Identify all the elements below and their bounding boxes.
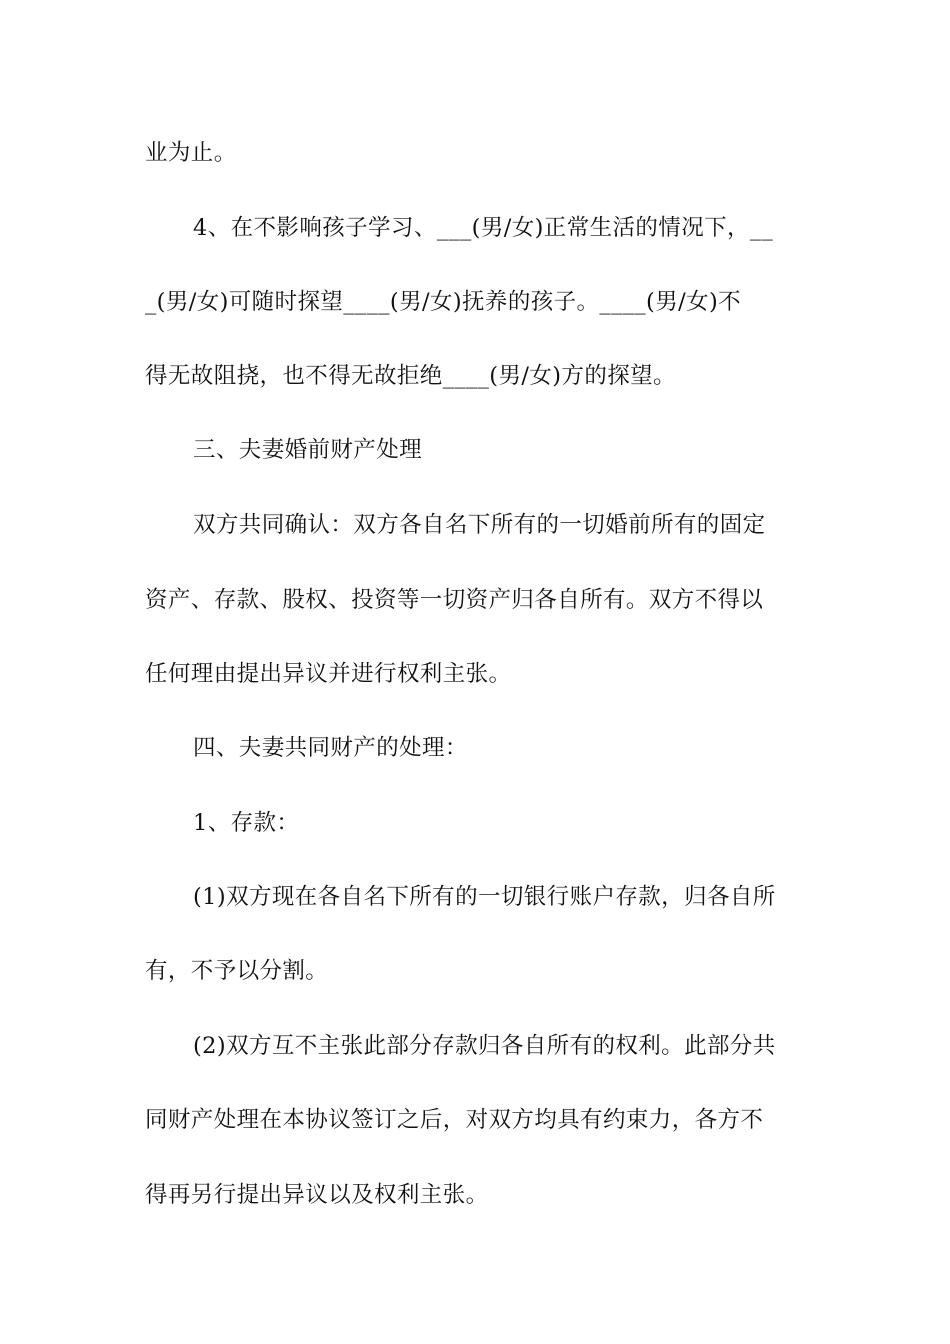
text-line: 得再另行提出异议以及权利主张。 (145, 1182, 489, 1208)
text-line: _(男/女)可随时探望____(男/女)抚养的孩子。____(男/女)不 (145, 289, 742, 315)
text-line: 4、在不影响孩子学习、___(男/女)正常生活的情况下，__ (193, 215, 774, 241)
text-line: 任何理由提出异议并进行权利主张。 (145, 661, 512, 687)
text-line: 双方共同确认：双方各自名下所有的一切婚前所有的固定 (193, 512, 766, 538)
text-line: 有，不予以分割。 (145, 958, 329, 984)
text-line: 资产、存款、股权、投资等一切资产归各自所有。双方不得以 (145, 587, 764, 613)
section-heading: 三、夫妻婚前财产处理 (193, 437, 423, 463)
text-line: 同财产处理在本协议签订之后，对双方均具有约束力，各方不 (145, 1107, 764, 1133)
text-line: 得无故阻挠，也不得无故拒绝____(男/女)方的探望。 (145, 363, 676, 389)
text-line: (1)双方现在各自名下所有的一切银行账户存款，归各自所 (193, 884, 776, 910)
text-line: (2)双方互不主张此部分存款归各自所有的权利。此部分共 (193, 1033, 776, 1059)
text-line: 业为止。 (145, 140, 237, 166)
section-heading: 四、夫妻共同财产的处理： (193, 735, 468, 761)
subsection-heading: 1、存款： (193, 810, 300, 836)
